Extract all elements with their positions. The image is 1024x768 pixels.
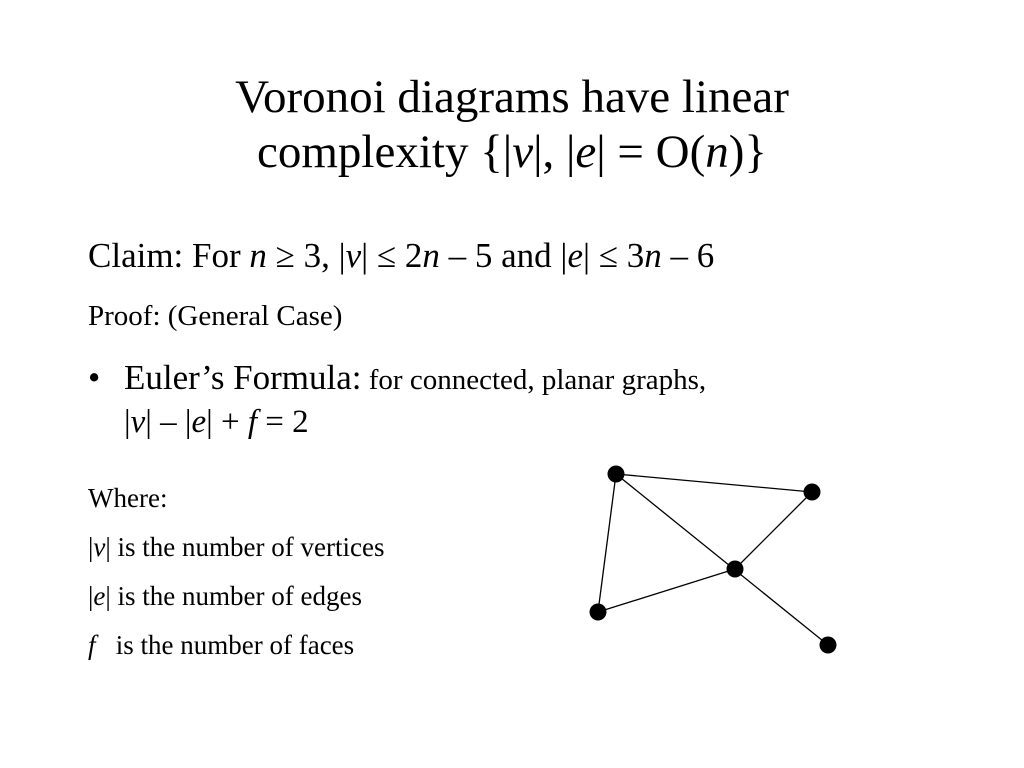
euler-bullet bbox=[88, 356, 938, 442]
claim-var-e: e bbox=[567, 236, 583, 275]
definition-edges bbox=[88, 572, 384, 621]
def-text: is the number of faces bbox=[95, 630, 355, 660]
claim-text: – 5 and | bbox=[439, 236, 568, 275]
graph-edge bbox=[616, 474, 812, 492]
definition-vertices bbox=[88, 523, 384, 572]
title-text: |, | bbox=[533, 126, 576, 178]
graph-vertex bbox=[590, 604, 607, 621]
claim-var-v: v bbox=[345, 236, 362, 275]
formula-text: | – | bbox=[145, 404, 192, 440]
def-text: | bbox=[88, 581, 94, 611]
claim-text: | ≤ 3 bbox=[582, 236, 645, 275]
bullet-icon: • bbox=[88, 358, 101, 397]
claim-var-n: n bbox=[644, 236, 662, 275]
proof-heading: Proof: (General Case) bbox=[88, 300, 343, 332]
euler-formula bbox=[88, 402, 938, 442]
claim-text: Claim: For bbox=[88, 236, 250, 275]
definition-faces bbox=[88, 621, 384, 670]
claim-text: | ≤ 2 bbox=[361, 236, 423, 275]
claim-text: ≥ 3, | bbox=[266, 236, 346, 275]
title-line-1: Voronoi diagrams have linear bbox=[235, 71, 789, 123]
graph-edge bbox=[598, 569, 735, 612]
graph-edge bbox=[616, 474, 828, 645]
bullet-detail: for connected, planar graphs, bbox=[361, 364, 707, 396]
graph-edge bbox=[735, 492, 812, 569]
def-text: | is the number of vertices bbox=[105, 532, 385, 562]
graph-vertex bbox=[820, 637, 837, 654]
claim-var-n: n bbox=[249, 236, 267, 275]
def-var-f: f bbox=[88, 630, 96, 660]
graph-vertex bbox=[727, 561, 744, 578]
def-text: | is the number of edges bbox=[105, 581, 362, 611]
where-label: Where: bbox=[88, 483, 168, 513]
title-text: )} bbox=[728, 126, 767, 178]
formula-var-f: f bbox=[247, 404, 258, 440]
graph-vertex bbox=[804, 484, 821, 501]
planar-graph-figure bbox=[560, 450, 860, 665]
title-var-e: e bbox=[575, 126, 597, 178]
formula-text: = 2 bbox=[257, 404, 309, 440]
formula-text: | + bbox=[206, 404, 248, 440]
claim-text: – 6 bbox=[661, 236, 715, 275]
title-text: | = O( bbox=[596, 126, 706, 178]
slide-title bbox=[0, 70, 1024, 180]
graph-vertex bbox=[608, 466, 625, 483]
title-line-2 bbox=[0, 125, 1024, 180]
title-text: complexity {| bbox=[257, 126, 513, 178]
bullet-row bbox=[88, 356, 938, 402]
formula-var-e: e bbox=[191, 404, 207, 440]
formula-text: | bbox=[124, 404, 131, 440]
formula-var-v: v bbox=[130, 404, 146, 440]
title-var-n: n bbox=[705, 126, 729, 178]
def-var-v: v bbox=[93, 532, 106, 562]
title-var-v: v bbox=[512, 126, 534, 178]
def-text: | bbox=[88, 532, 94, 562]
definitions-list bbox=[88, 474, 384, 670]
graph-edge bbox=[598, 474, 616, 612]
def-var-e: e bbox=[93, 581, 106, 611]
claim-var-n: n bbox=[422, 236, 440, 275]
bullet-label: Euler’s Formula: bbox=[124, 358, 362, 397]
claim-statement bbox=[88, 234, 714, 278]
